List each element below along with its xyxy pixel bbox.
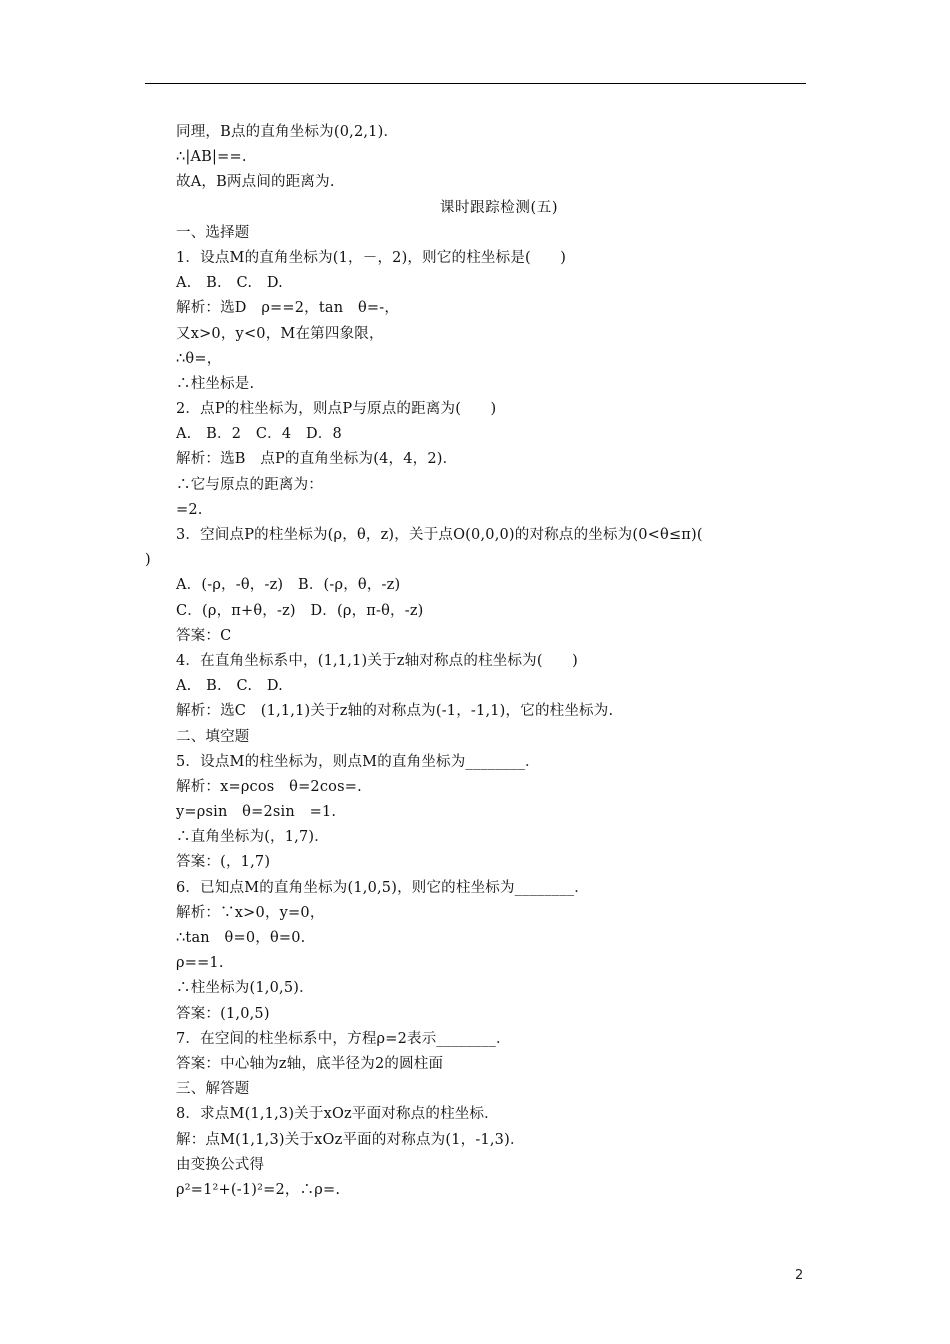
header-rule <box>145 83 806 84</box>
text-line: 解析：选D ρ==2，tan θ=-， <box>176 300 400 317</box>
text-line: 5．设点M的柱坐标为，则点M的直角坐标为________． <box>176 753 540 770</box>
text-line: 故A，B两点间的距离为. <box>176 174 335 191</box>
text-line: A. B．2 C．4 D．8 <box>176 426 342 443</box>
text-line: ∴tan θ=0，θ=0. <box>176 930 306 946</box>
text-line: ∴|AB|==. <box>176 149 247 166</box>
text-line: 答案：C <box>176 627 232 644</box>
text-line: ) <box>145 552 151 569</box>
text-line: 3．空间点P的柱坐标为(ρ，θ，z)，关于点O(0,0,0)的对称点的坐标为(0<θ≤π)( <box>176 527 703 543</box>
text-line: ∴柱坐标为(1,0,5)． <box>176 980 314 997</box>
text-line: 1．设点M的直角坐标为(1，－，2)，则它的柱坐标是( ) <box>176 249 567 266</box>
text-line: 4．在直角坐标系中，(1,1,1)关于z轴对称点的柱坐标为( ) <box>176 652 578 669</box>
text-line: ∴它与原点的距离为： <box>176 476 323 493</box>
text-line: ∴柱坐标是. <box>176 375 255 392</box>
text-line: 一、选择题 <box>176 224 250 241</box>
text-line: 解析：选B 点P的直角坐标为(4，4，2)． <box>176 451 458 468</box>
text-line: y=ρsin θ=2sin =1. <box>176 804 337 821</box>
text-line: 同理，B点的直角坐标为(0,2,1)． <box>176 124 399 140</box>
section-title: 课时跟踪检测(五) <box>439 199 559 216</box>
text-line: 7．在空间的柱坐标系中，方程ρ=2表示________． <box>176 1030 511 1047</box>
document-body <box>145 120 815 1203</box>
text-line: ∴直角坐标为(，1,7)． <box>176 829 329 846</box>
text-line: 答案：(1,0,5) <box>176 1005 270 1022</box>
text-line: ∴θ=， <box>176 350 222 367</box>
text-line: A. B. C. D. <box>176 678 283 695</box>
text-line: ρ²=1²+(-1)²=2，∴ρ=. <box>176 1181 341 1198</box>
text-line: 8．求点M(1,1,3)关于xOz平面对称点的柱坐标． <box>176 1106 499 1123</box>
text-line: 又x>0，y<0，M在第四象限， <box>176 325 384 342</box>
text-line: 6．已知点M的直角坐标为(1,0,5)，则它的柱坐标为________． <box>176 879 589 896</box>
text-line: 答案：(，1,7) <box>176 854 271 871</box>
text-line: 解析：选C (1,1,1)关于z轴的对称点为(-1，-1,1)，它的柱坐标为. <box>176 703 614 720</box>
text-line: C．(ρ，π+θ，-z) D．(ρ，π-θ，-z) <box>176 602 424 619</box>
text-line: 三、解答题 <box>176 1081 250 1098</box>
text-line: 答案：中心轴为z轴，底半径为2的圆柱面 <box>176 1055 444 1072</box>
text-line: 解：点M(1,1,3)关于xOz平面的对称点为(1，-1,3)． <box>176 1131 525 1148</box>
page-number: 2 <box>795 1268 804 1283</box>
text-line: 解析：x=ρcos θ=2cos=. <box>176 778 362 795</box>
text-line: 由变换公式得 <box>176 1156 265 1173</box>
text-line: ρ==1. <box>176 955 224 972</box>
text-line: =2. <box>176 501 203 518</box>
text-line: A. B. C. D. <box>176 275 283 292</box>
text-line: 2．点P的柱坐标为，则点P与原点的距离为( ) <box>176 401 497 418</box>
text-line: 解析：∵x>0，y=0， <box>176 904 325 921</box>
text-line: 二、填空题 <box>176 728 250 745</box>
text-line: A．(-ρ，-θ，-z) B．(-ρ，θ，-z) <box>176 577 401 594</box>
